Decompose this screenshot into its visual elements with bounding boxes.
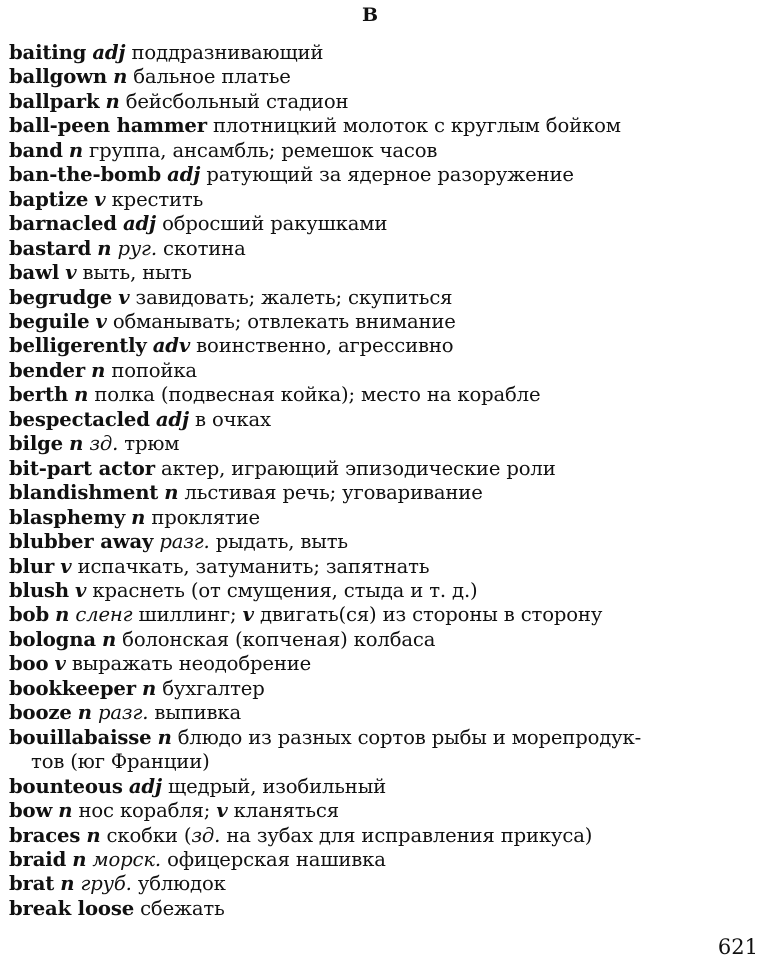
headword: baiting xyxy=(9,41,87,64)
definition: группа, ансамбль; ремешок часов xyxy=(89,138,438,162)
headword: blush xyxy=(9,578,69,602)
definition: актер, играющий эпизодические роли xyxy=(160,456,556,480)
dictionary-entry xyxy=(9,212,749,236)
headword: blur xyxy=(9,554,55,578)
usage-label: зд. xyxy=(89,432,119,456)
dictionary-entry xyxy=(9,652,749,676)
dictionary-entry xyxy=(9,286,749,310)
definition: блюдо из разных сортов рыбы и морепродук- xyxy=(177,725,642,749)
headword: bow xyxy=(9,799,53,823)
definition: шиллинг; xyxy=(138,603,237,627)
part-of-speech: n xyxy=(105,89,120,113)
headword: braid xyxy=(9,847,67,871)
usage-label: разг. xyxy=(97,701,149,725)
part-of-speech: adj xyxy=(155,407,189,431)
dictionary-entry xyxy=(9,824,749,848)
dictionary-entry xyxy=(9,334,749,358)
headword: bob xyxy=(9,603,50,627)
part-of-speech: n xyxy=(72,847,87,871)
dictionary-entry xyxy=(9,139,749,163)
usage-label: разг. xyxy=(159,530,210,554)
part-of-speech: v xyxy=(118,285,130,309)
headword: booze xyxy=(9,701,72,725)
headword: boo xyxy=(9,652,49,676)
headword: bounteous xyxy=(9,774,123,798)
definition: трюм xyxy=(124,432,180,456)
definition: ублюдок xyxy=(137,872,226,896)
part-of-speech: n xyxy=(55,603,70,627)
headword: bender xyxy=(9,358,86,382)
headword: begrudge xyxy=(9,285,113,309)
definition: завидовать; жалеть; скупиться xyxy=(135,285,453,309)
dictionary-entry xyxy=(9,432,749,456)
dictionary-entry-continuation xyxy=(9,750,749,774)
dictionary-entry xyxy=(9,603,749,627)
definition: выпивка xyxy=(154,701,242,725)
headword: ballpark xyxy=(9,89,100,113)
definition: проклятие xyxy=(151,505,260,529)
part-of-speech: v xyxy=(65,261,77,285)
headword: ban-the-bomb xyxy=(9,163,162,187)
part-of-speech: adj xyxy=(128,774,162,798)
dictionary-entry xyxy=(9,188,749,212)
dictionary-entry xyxy=(9,65,749,89)
definition: бейсбольный стадион xyxy=(125,89,349,113)
dictionary-entry xyxy=(9,628,749,652)
headword: band xyxy=(9,138,63,162)
part-of-speech: v xyxy=(75,578,87,602)
part-of-speech: adj xyxy=(122,212,156,236)
part-of-speech: n xyxy=(131,505,146,529)
headword: baptize xyxy=(9,187,89,211)
headword: bilge xyxy=(9,432,64,456)
dictionary-entry xyxy=(9,457,749,481)
headword: bookkeeper xyxy=(9,676,136,700)
definition: краснеть (от смущения, стыда и т. д.) xyxy=(92,578,478,602)
definition: ратующий за ядерное разоружение xyxy=(206,163,574,187)
part-of-speech: n xyxy=(91,358,106,382)
headword: bawl xyxy=(9,261,60,285)
part-of-speech: n xyxy=(68,138,83,162)
page-number: 621 xyxy=(717,935,758,959)
usage-label: груб. xyxy=(80,872,132,896)
dictionary-entry xyxy=(9,114,749,138)
part-of-speech: v xyxy=(94,187,106,211)
headword: blubber away xyxy=(9,530,154,554)
part-of-speech: v xyxy=(216,799,228,823)
dictionary-entry xyxy=(9,775,749,799)
dictionary-entry xyxy=(9,359,749,383)
headword: brat xyxy=(9,872,55,896)
definition: льстивая речь; уговаривание xyxy=(184,481,483,505)
definition: бухгалтер xyxy=(162,676,265,700)
section-letter-heading: B xyxy=(361,4,379,26)
headword: braces xyxy=(9,823,81,847)
definition: двигать(ся) из стороны в сторону xyxy=(259,603,603,627)
part-of-speech: n xyxy=(157,725,172,749)
part-of-speech: n xyxy=(142,676,157,700)
headword: bouillabaisse xyxy=(9,725,152,749)
definition: попойка xyxy=(111,358,197,382)
part-of-speech: n xyxy=(58,799,73,823)
part-of-speech: adj xyxy=(167,163,201,187)
dictionary-entry xyxy=(9,726,749,750)
headword: bespectacled xyxy=(9,407,150,431)
dictionary-entry xyxy=(9,383,749,407)
dictionary-entry xyxy=(9,237,749,261)
headword: bit-part actor xyxy=(9,456,155,480)
dictionary-entry xyxy=(9,677,749,701)
part-of-speech: n xyxy=(60,872,75,896)
definition: полка (подвесная койка); место на корабле xyxy=(94,383,541,407)
definition: на зубах для исправления прикуса) xyxy=(226,823,593,847)
definition: офицерская нашивка xyxy=(167,847,386,871)
definition: болонская (копченая) колбаса xyxy=(122,627,436,651)
headword: berth xyxy=(9,383,69,407)
definition: воинственно, агрессивно xyxy=(196,334,454,358)
dictionary-entry-list xyxy=(9,41,749,921)
definition: выражать неодобрение xyxy=(71,652,312,676)
part-of-speech: adj xyxy=(92,41,126,64)
definition: рыдать, выть xyxy=(215,530,348,554)
definition: плотницкий молоток с круглым бойком xyxy=(213,114,621,138)
dictionary-entry xyxy=(9,481,749,505)
dictionary-entry xyxy=(9,701,749,725)
dictionary-entry xyxy=(9,579,749,603)
dictionary-entry xyxy=(9,848,749,872)
definition: скобки ( xyxy=(106,823,192,847)
dictionary-entry xyxy=(9,872,749,896)
usage-label: зд. xyxy=(191,823,221,847)
definition: обманывать; отвлекать внимание xyxy=(112,309,456,333)
dictionary-entry xyxy=(9,530,749,554)
headword: ball-peen hammer xyxy=(9,114,207,138)
headword: break loose xyxy=(9,896,135,920)
definition: выть, ныть xyxy=(82,261,192,285)
part-of-speech: v xyxy=(242,603,254,627)
definition: нос корабля; xyxy=(78,799,211,823)
headword: belligerently xyxy=(9,334,147,358)
definition: испачкать, затуманить; запятнать xyxy=(77,554,430,578)
headword: blasphemy xyxy=(9,505,126,529)
dictionary-entry xyxy=(9,897,749,921)
usage-label: руг. xyxy=(117,236,157,260)
dictionary-entry xyxy=(9,163,749,187)
part-of-speech: v xyxy=(95,309,107,333)
headword: beguile xyxy=(9,309,90,333)
definition: крестить xyxy=(111,187,204,211)
part-of-speech: n xyxy=(74,383,89,407)
part-of-speech: v xyxy=(60,554,72,578)
headword: bologna xyxy=(9,627,96,651)
dictionary-entry xyxy=(9,555,749,579)
definition: поддразнивающий xyxy=(131,41,324,64)
part-of-speech: adv xyxy=(152,334,191,358)
definition-continuation: тов (юг Франции) xyxy=(31,750,210,774)
headword: bastard xyxy=(9,236,92,260)
part-of-speech: n xyxy=(86,823,101,847)
definition: щедрый, изобильный xyxy=(168,774,387,798)
part-of-speech: n xyxy=(97,236,112,260)
dictionary-entry xyxy=(9,506,749,530)
part-of-speech: n xyxy=(101,627,117,651)
part-of-speech: n xyxy=(164,481,179,505)
dictionary-entry xyxy=(9,261,749,285)
definition: кланяться xyxy=(233,799,339,823)
part-of-speech: n xyxy=(69,432,84,456)
part-of-speech: v xyxy=(54,652,66,676)
part-of-speech: n xyxy=(113,65,128,89)
usage-label: сленг xyxy=(75,603,133,627)
dictionary-entry xyxy=(9,408,749,432)
definition: обросший ракушками xyxy=(162,212,388,236)
dictionary-entry xyxy=(9,90,749,114)
usage-label: морск. xyxy=(92,847,162,871)
dictionary-entry xyxy=(9,799,749,823)
definition: в очках xyxy=(195,407,271,431)
definition: сбежать xyxy=(140,896,225,920)
part-of-speech: n xyxy=(77,701,92,725)
definition: скотина xyxy=(163,236,246,260)
dictionary-entry xyxy=(9,41,749,65)
headword: blandishment xyxy=(9,481,159,505)
headword: barnacled xyxy=(9,212,117,236)
headword: ballgown xyxy=(9,65,107,89)
definition: бальное платье xyxy=(133,65,291,89)
dictionary-entry xyxy=(9,310,749,334)
